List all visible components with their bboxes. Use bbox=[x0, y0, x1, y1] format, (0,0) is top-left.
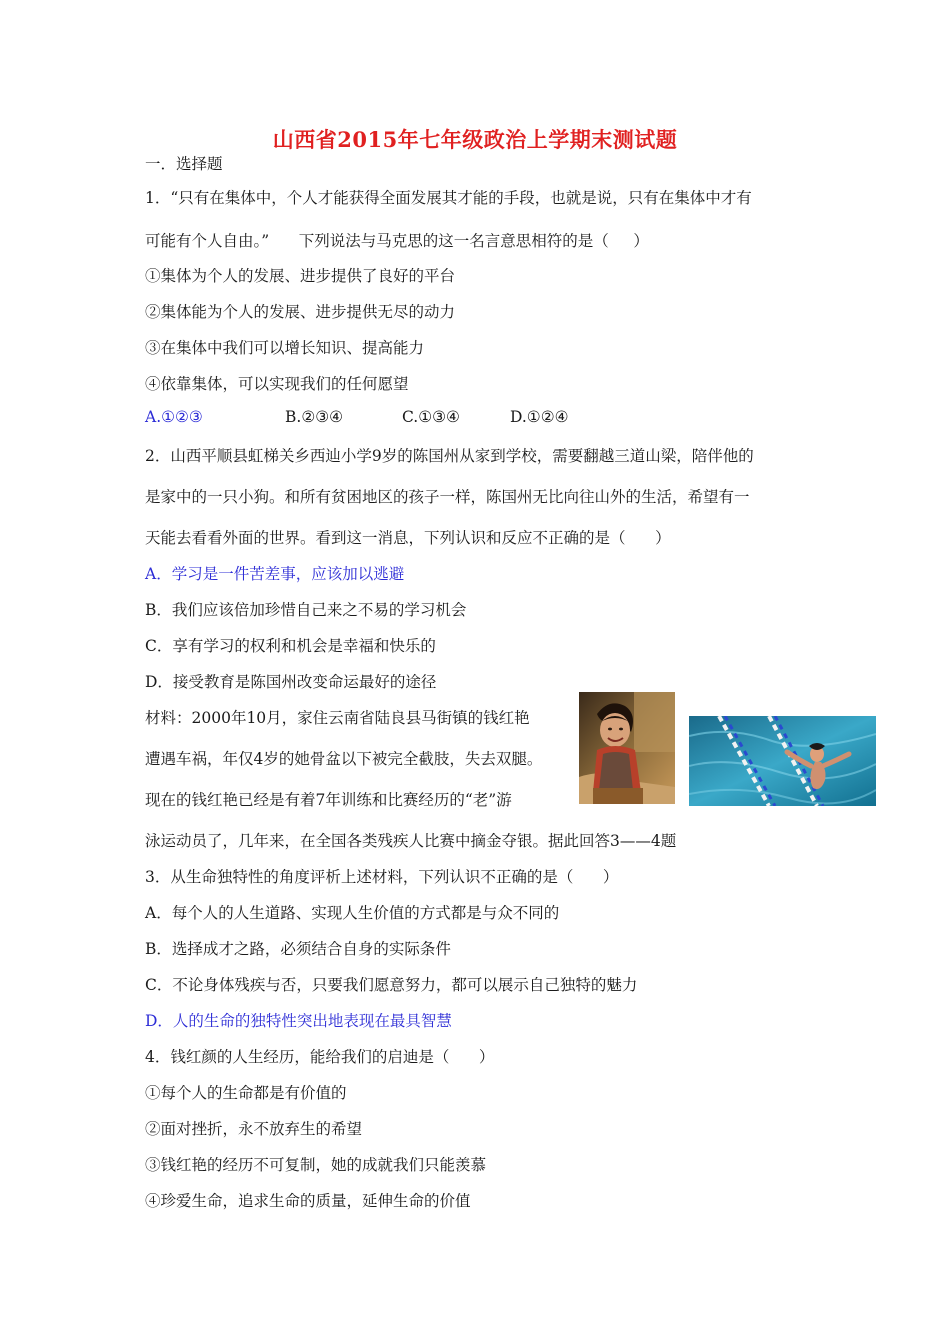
q1-item-1: ①集体为个人的发展、进步提供了良好的平台 bbox=[145, 267, 456, 285]
q1-stem-line1: 1．“只有在集体中，个人才能获得全面发展其才能的手段，也就是说，只有在集体中才有 bbox=[145, 189, 752, 207]
q4-item-3: ③钱红艳的经历不可复制，她的成就我们只能羡慕 bbox=[145, 1156, 487, 1174]
q2-stem-line3: 天能去看看外面的世界。看到这一消息，下列认识和反应不正确的是（ ） bbox=[145, 529, 671, 547]
q4-stem: 4．钱红颜的人生经历，能给我们的启迪是（ ） bbox=[145, 1048, 495, 1066]
section-heading: 一．选择题 bbox=[145, 155, 223, 173]
q1-option-d: D.①②④ bbox=[510, 408, 569, 426]
q1-option-c: C.①③④ bbox=[402, 408, 460, 426]
material-line2: 遭遇车祸，年仅4岁的她骨盆以下被完全截肢，失去双腿。 bbox=[145, 750, 543, 768]
q1-option-a: A.①②③ bbox=[145, 408, 203, 426]
q2-option-c: C．享有学习的权利和机会是幸福和快乐的 bbox=[145, 637, 436, 655]
girl-photo bbox=[579, 692, 675, 804]
q4-item-4: ④珍爱生命，追求生命的质量，延伸生命的价值 bbox=[145, 1192, 471, 1210]
q3-option-d: D．人的生命的独特性突出地表现在最具智慧 bbox=[145, 1012, 452, 1030]
q3-option-a: A．每个人的人生道路、实现人生价值的方式都是与众不同的 bbox=[145, 904, 560, 922]
q2-option-a: A．学习是一件苦差事，应该加以逃避 bbox=[145, 565, 405, 583]
material-line3: 现在的钱红艳已经是有着7年训练和比赛经历的“老”游 bbox=[145, 791, 512, 809]
q1-item-2: ②集体能为个人的发展、进步提供无尽的动力 bbox=[145, 303, 456, 321]
q1-option-b: B.②③④ bbox=[285, 408, 344, 426]
q2-option-d: D．接受教育是陈国州改变命运最好的途径 bbox=[145, 673, 437, 691]
q3-stem: 3．从生命独特性的角度评析上述材料，下列认识不正确的是（ ） bbox=[145, 868, 619, 886]
q1-stem-line2: 可能有个人自由。” 下列说法与马克思的这一名言意思相符的是（ ） bbox=[145, 232, 649, 250]
q3-option-c: C．不论身体残疾与否，只要我们愿意努力，都可以展示自己独特的魅力 bbox=[145, 976, 638, 994]
q3-option-b: B．选择成才之路，必须结合自身的实际条件 bbox=[145, 940, 451, 958]
page-title: 山西省2015年七年级政治上学期末测试题 bbox=[272, 127, 678, 152]
material-line1: 材料：2000年10月，家住云南省陆良县马街镇的钱红艳 bbox=[145, 709, 530, 727]
q1-item-4: ④依靠集体，可以实现我们的任何愿望 bbox=[145, 375, 409, 393]
q2-option-b: B．我们应该倍加珍惜自己来之不易的学习机会 bbox=[145, 601, 467, 619]
swimmer-photo bbox=[689, 716, 876, 806]
q4-item-2: ②面对挫折，永不放弃生的希望 bbox=[145, 1120, 363, 1138]
q2-stem-line1: 2．山西平顺县虹梯关乡西辿小学9岁的陈国州从家到学校，需要翻越三道山梁，陪伴他的 bbox=[145, 447, 754, 465]
q1-item-3: ③在集体中我们可以增长知识、提高能力 bbox=[145, 339, 425, 357]
q1-options bbox=[145, 408, 569, 426]
q4-item-1: ①每个人的生命都是有价值的 bbox=[145, 1084, 347, 1102]
material-line4: 泳运动员了，几年来，在全国各类残疾人比赛中摘金夺银。据此回答3——4题 bbox=[145, 832, 677, 850]
q2-stem-line2: 是家中的一只小狗。和所有贫困地区的孩子一样，陈国州无比向往山外的生活，希望有一 bbox=[145, 488, 750, 506]
